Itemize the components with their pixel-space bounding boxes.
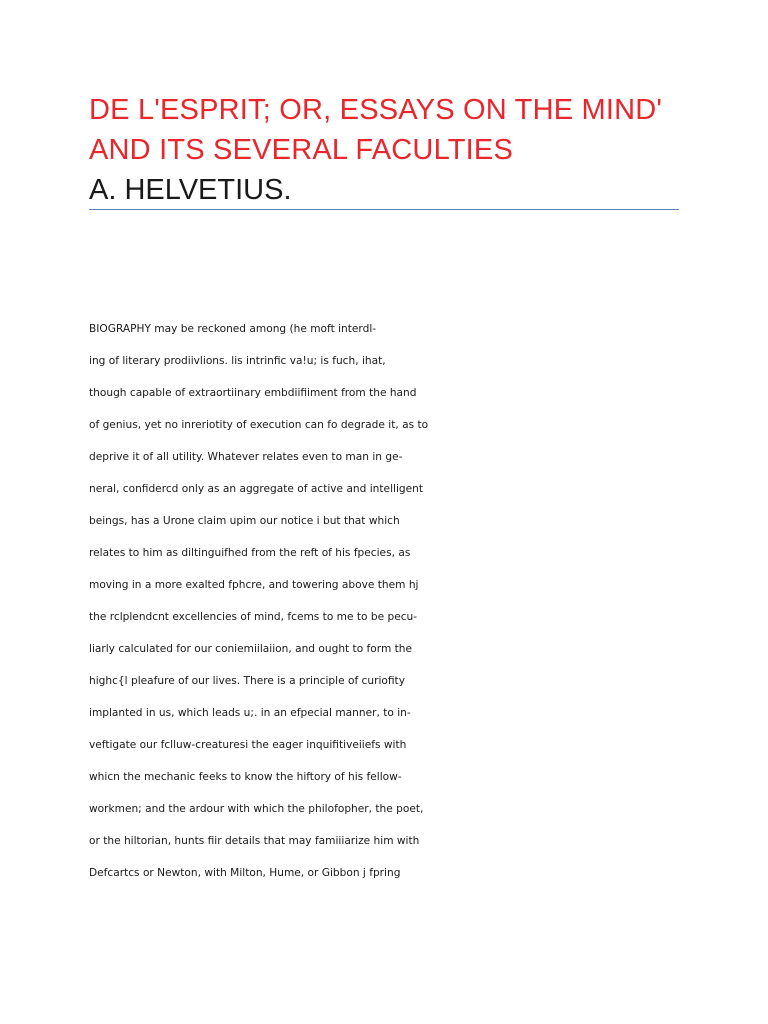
body-line: or the hiltorian, hunts fiir details that may famiiiarize him with [89, 835, 420, 847]
body-line: moving in a more exalted fphcre, and towering above them hj [89, 579, 419, 591]
body-line: BIOGRAPHY may be reckoned among (he moft interdl- [89, 323, 377, 335]
body-line: though capable of extraortiinary embdiifiiment from the hand [89, 387, 417, 399]
body-line: veftigate our fclluw-creaturesi the eager inquifitiveiiefs with [89, 739, 407, 751]
body-line: liarly calculated for our coniemiilaiion, and ought to form the [89, 643, 413, 655]
body-line: deprive it of all utility. Whatever relates even to man in ge- [89, 451, 403, 463]
body-line: of genius, yet no inreriotity of execution can fo degrade it, as to [89, 419, 429, 431]
body-line: the rclplendcnt excellencies of mind, fcems to me to be pecu- [89, 611, 418, 623]
title-line-2: AND ITS SEVERAL FACULTIES [89, 134, 513, 166]
title-line-1: DE L'ESPRIT; OR, ESSAYS ON THE MIND' [89, 94, 663, 126]
body-line: highc{l pleafure of our lives. There is a principle of curiofity [89, 675, 405, 687]
title-divider [89, 209, 679, 210]
body-text [89, 322, 689, 898]
body-line: whicn the mechanic feeks to know the hiftory of his fellow- [89, 771, 402, 783]
body-line: relates to him as diltinguifhed from the reft of his fpecies, as [89, 547, 411, 559]
body-line: workmen; and the ardour with which the philofopher, the poet, [89, 803, 424, 815]
body-line: Defcartcs or Newton, with Milton, Hume, or Gibbon j fpring [89, 867, 401, 879]
body-line: neral, confidercd only as an aggregate of active and intelligent [89, 483, 424, 495]
body-line: beings, has a Urone claim upim our notice i but that which [89, 515, 400, 527]
title-block [89, 90, 689, 210]
author-name: A. HELVETIUS. [89, 174, 292, 206]
body-line: implanted in us, which leads u;. in an efpecial manner, to in- [89, 707, 411, 719]
body-line: ing of literary prodiivlions. lis intrinfic va!u; is fuch, ihat, [89, 355, 386, 367]
